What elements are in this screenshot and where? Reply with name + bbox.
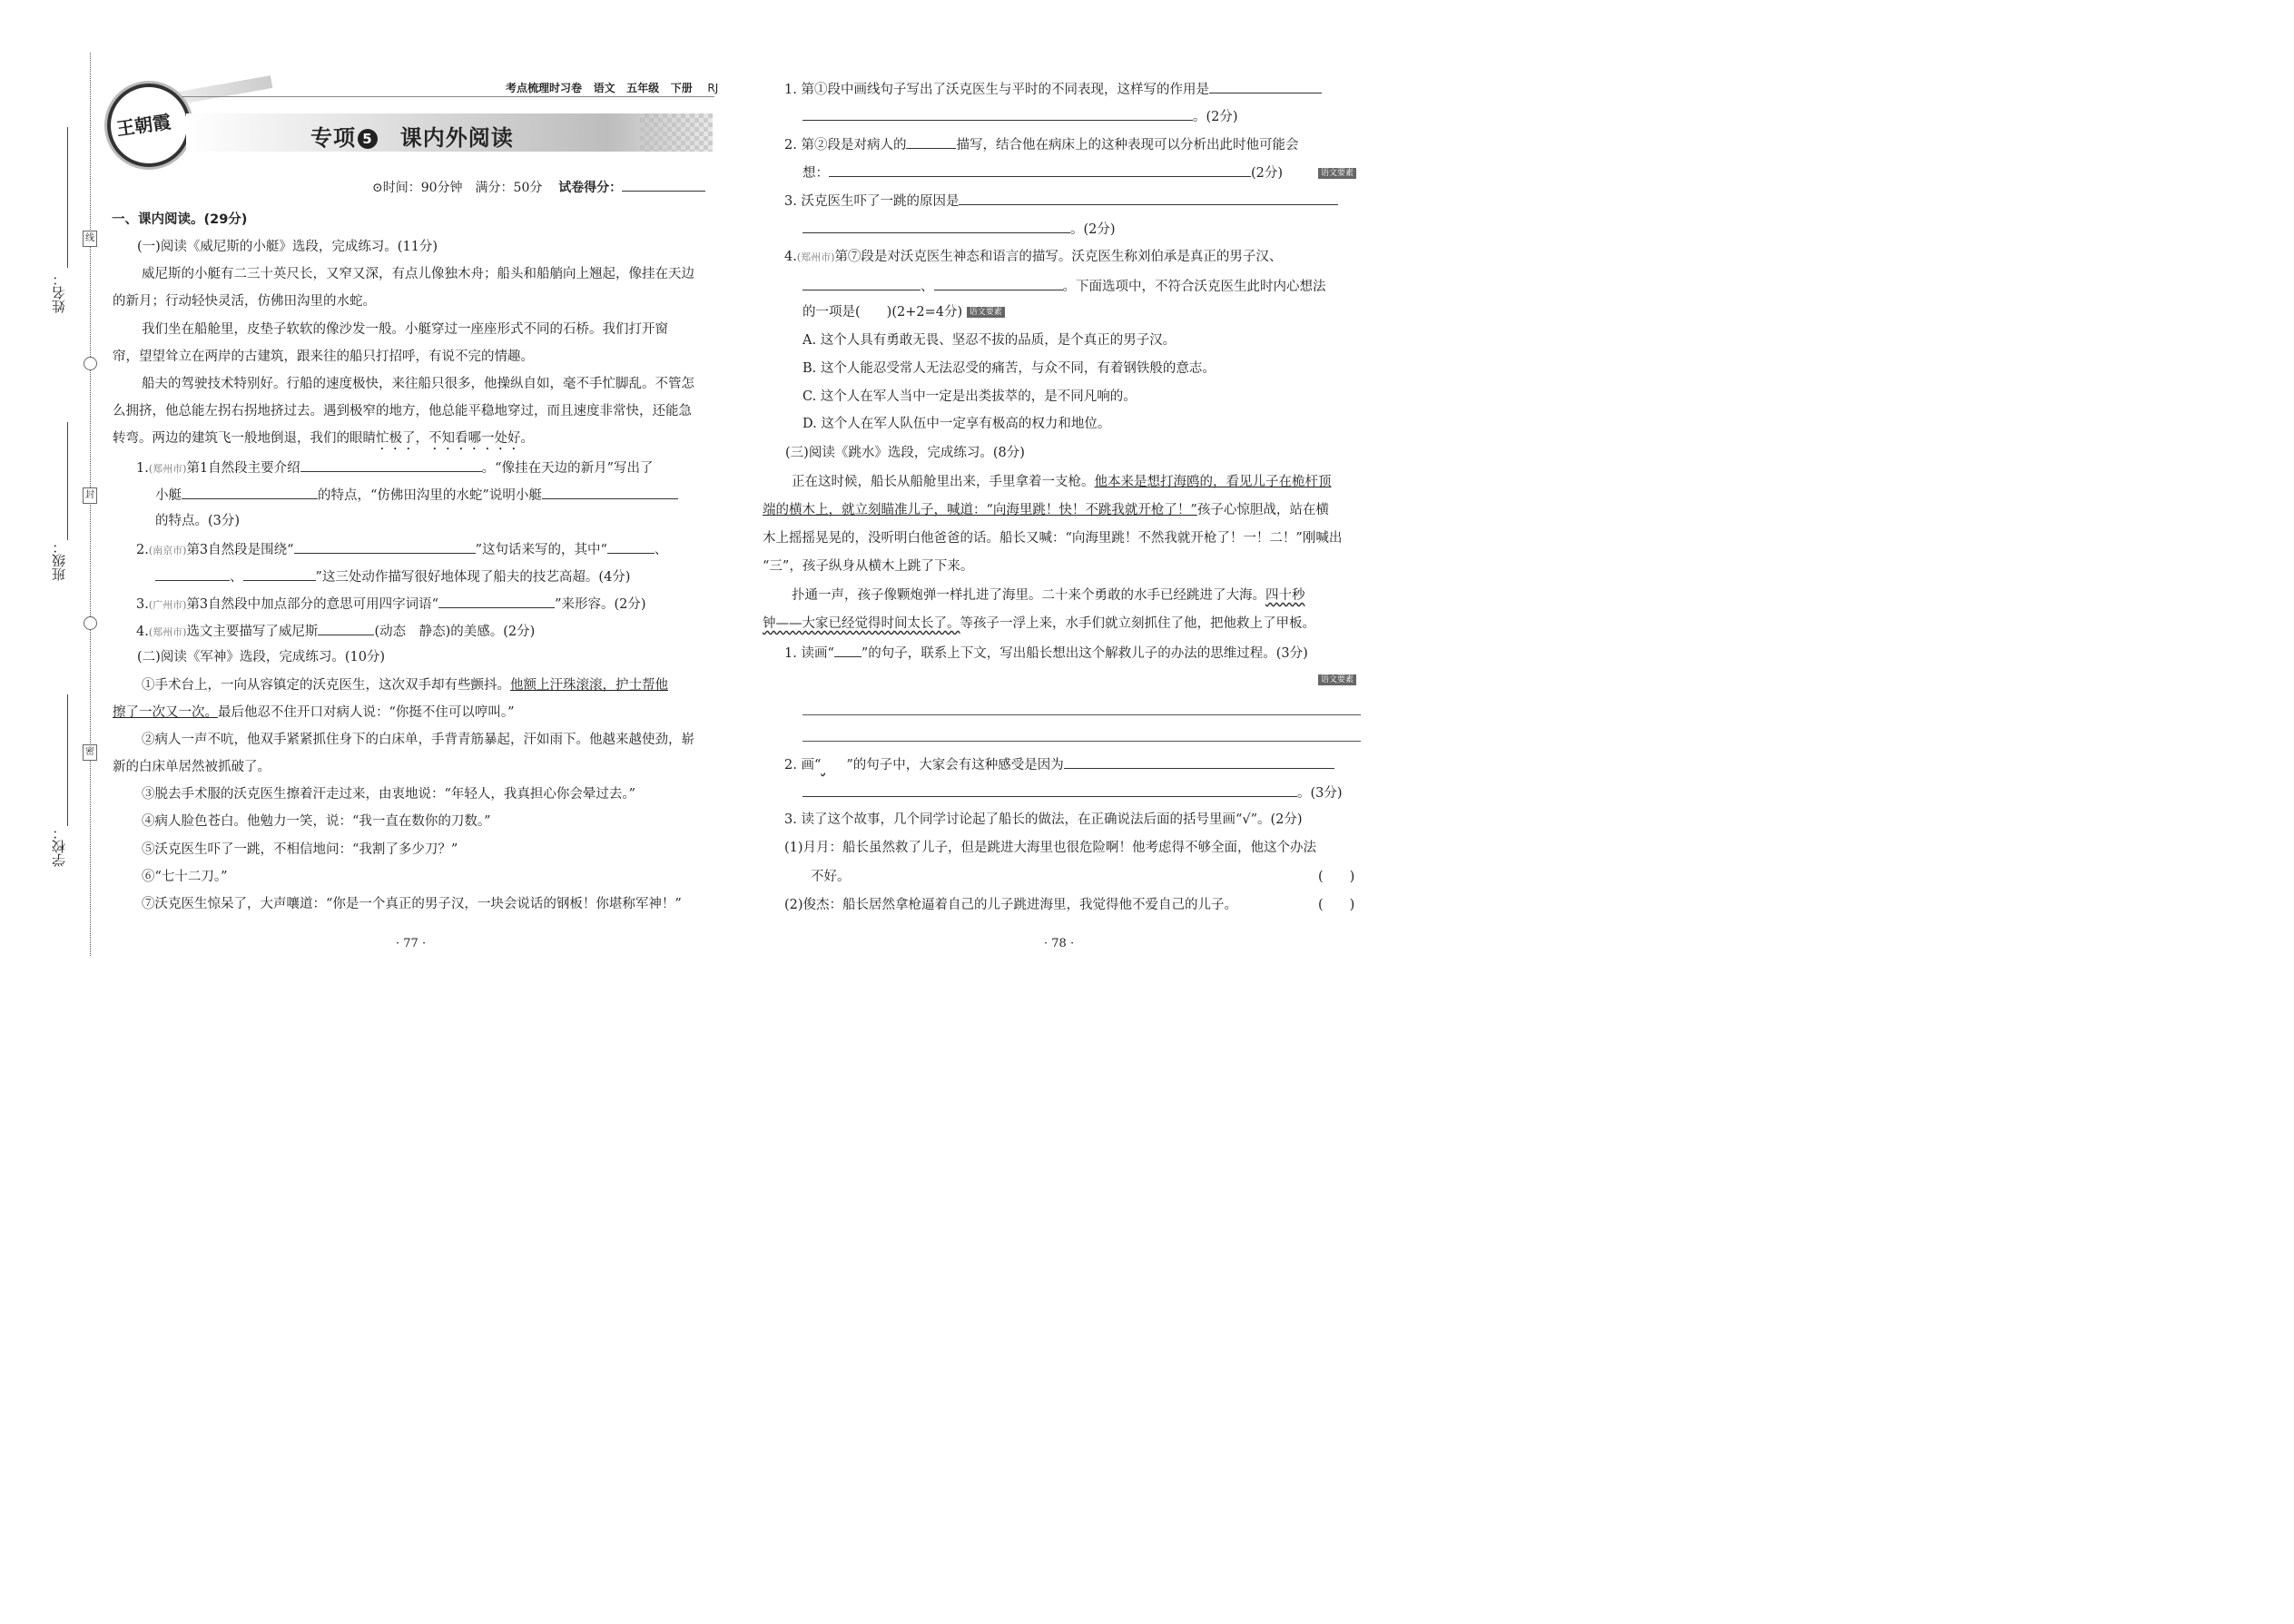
title-checker — [640, 113, 713, 152]
school-line[interactable] — [67, 694, 68, 826]
r-question-4-line-2: 、 。下面选项中，不符合沃克医生此时内心想法 — [802, 276, 1326, 296]
answer-blank[interactable] — [182, 485, 318, 499]
text-line: ⑥“七十二刀。” — [142, 870, 228, 884]
text-line: 正在这时候，船长从船舱里出来，手里拿着一支枪。他本来是想打海鸥的，看见儿子在桅杆顶 — [792, 475, 1332, 489]
dotted-phrase: 忙极了，不知看哪一处好 — [376, 431, 521, 446]
question-3: 3.(广州市)第3自然段中加点部分的意思可用四字词语“ ”来形容。(2分) — [136, 594, 646, 615]
answer-paren-2[interactable]: ( ) — [1318, 898, 1355, 912]
seal-char-feng: 封 — [83, 487, 97, 504]
text-line: ④病人脸色苍白。他勉力一笑，说：“我一直在数你的刀数。” — [142, 814, 491, 829]
underline-sample — [834, 643, 861, 657]
region-tag: (郑州市) — [148, 626, 187, 638]
question-4: 4.(郑州市)选文主要描写了威尼斯 (动态 静态)的美感。(2分) — [136, 621, 535, 642]
text-line: 转弯。两边的建筑飞一般地倒退，我们的眼睛忙极了，不知看哪一处好。 — [113, 431, 534, 446]
answer-blank[interactable] — [934, 276, 1063, 290]
seal-char-mi: 密 — [83, 744, 97, 761]
statement-1: (1)月月：船长虽然救了儿子，但是跳进大海里也很危险啊！他考虑得不够全面，他这个办法 — [784, 841, 1317, 855]
text-line: 端的横木上，就立刻瞄准儿子，喊道：“向海里跳！快！不跳我就开枪了！”孩子心惊胆战，站在横 — [763, 503, 1329, 517]
option-c[interactable]: C. 这个人在军人当中一定是出类拔萃的，是不同凡响的。 — [802, 389, 1137, 404]
r-question-3: 3. 沃克医生吓了一跳的原因是 — [784, 191, 1338, 211]
page-number-left: · 77 · — [396, 937, 427, 950]
name-line[interactable] — [67, 127, 68, 268]
answer-blank[interactable] — [243, 566, 316, 581]
class-label: 班级： — [51, 540, 67, 581]
answer-blank[interactable] — [300, 458, 482, 472]
r-question-2: 2. 第②段是对病人的 描写，结合他在病床上的这种表现可以分析出此时他可能会 — [784, 134, 1298, 154]
text-line: 威尼斯的小艇有二三十英尺长，又窄又深，有点儿像独木舟；船头和船艄向上翘起，像挂在天边 — [142, 267, 694, 281]
option-a[interactable]: A. 这个人具有勇敢无畏、坚忍不拔的品质，是个真正的男子汉。 — [802, 333, 1177, 348]
answer-blank[interactable] — [607, 539, 655, 554]
sub-question-2-line-2: 。(3分) — [802, 782, 1343, 802]
underlined-sentence: 端的横木上，就立刻瞄准儿子，喊道：“向海里跳！快！不跳我就开枪了！” — [763, 503, 1197, 517]
region-tag: (南京市) — [148, 545, 187, 556]
text-line: 么拥挤，他总能左拐右拐地挤过去。遇到极窄的地方，他总能平稳地穿过，而且速度非常快，还能急 — [113, 404, 692, 418]
text-line: 帘，望望耸立在两岸的古建筑，跟来往的船只打招呼，有说不完的情趣。 — [113, 349, 534, 364]
text-line: 钟——大家已经觉得时间太长了。等孩子一浮上来，水手们就立刻抓住了他，把他救上了甲板。 — [763, 616, 1315, 631]
name-label: 姓名： — [51, 272, 67, 313]
text-line: 我们坐在船舱里，皮垫子软软的像沙发一般。小艇穿过一座座形式不同的石桥。我们打开窗 — [142, 322, 668, 337]
answer-blank[interactable] — [829, 162, 1251, 177]
language-element-badge: 语文要素 — [967, 307, 1005, 318]
text-line: ②病人一声不吭，他双手紧紧抓住身下的白床单，手背青筋暴起，汗如雨下。他越来越使劲，崭 — [142, 733, 694, 747]
score-label: 试卷得分： — [558, 181, 623, 195]
title-number-badge: 5 — [358, 129, 378, 149]
answer-blank[interactable] — [294, 539, 476, 554]
sub-question-3: 3. 读了这个故事，几个同学讨论起了船长的做法，在正确说法后面的括号里画“√”。(2分) — [784, 812, 1303, 827]
question-1: 1.(郑州市)第1自然段主要介绍 。“像挂在天边的新月”写出了 — [136, 458, 654, 478]
text-line: ⑤沃克医生吓了一跳，不相信地问：“我割了多少刀？” — [142, 842, 458, 857]
r-question-4: 4.(郑州市)第⑦段是对沃克医生神态和语言的描写。沃克医生称刘伯承是真正的男子汉、 — [784, 250, 1283, 264]
language-element-badge: 语文要素 — [1318, 674, 1356, 685]
answer-blank[interactable] — [802, 106, 1193, 121]
sub-question-1: 1. 读画“ ”的句子，联系上下文，写出船长想出这个解救儿子的办法的思维过程。(3分) — [784, 643, 1308, 663]
answer-blank[interactable] — [155, 566, 230, 581]
answer-blank[interactable] — [318, 621, 374, 635]
text-line: ①手术台上，一向从容镇定的沃克医生，这次双手却有些颤抖。他额上汗珠滚滚，护士帮他 — [142, 678, 668, 693]
subject: 语文 — [593, 82, 615, 94]
seal-char-xian: 线 — [83, 231, 97, 247]
time-info: ⊙时间：90分钟 满分：50分 试卷得分： — [372, 177, 705, 196]
header-meta — [506, 80, 718, 95]
text-line: 扑通一声，孩子像颗炮弹一样扎进了海里。二十来个勇敢的水手已经跳进了大海。四十秒 — [792, 588, 1305, 603]
statement-2: (2)俊杰：船长居然拿枪逼着自己的儿子跳进海里，我觉得他不爱自己的儿子。 — [784, 898, 1238, 912]
part-1-title: (一)阅读《威尼斯的小艇》选段，完成练习。(11分) — [137, 240, 438, 254]
edition: RJ — [707, 82, 719, 94]
text-line: 木上摇摇晃晃的，没听明白他爸爸的话。船长又喊：“向海里跳！不然我就开枪了！一！二！”刚喊出 — [763, 531, 1343, 546]
text-line: ⑦沃克医生惊呆了，大声嚷道：“你是一个真正的男子汉，一块会说话的钢板！你堪称军神！” — [142, 897, 682, 911]
answer-blank[interactable] — [959, 191, 1338, 205]
wavy-sentence: 四十秒 — [1265, 588, 1305, 603]
question-2-line-2: 、 ”这三处动作描写很好地体现了船夫的技艺高超。(4分) — [155, 566, 630, 586]
wavy-sample — [821, 756, 846, 774]
underlined-sentence: 他本来是想打海鸥的，看见儿子在桅杆顶 — [1094, 475, 1332, 489]
r-question-4-line-3: 的一项是( )(2+2=4分) 语文要素 — [802, 303, 1005, 321]
part-2-title: (二)阅读《军神》选段，完成练习。(10分) — [137, 650, 386, 664]
answer-line[interactable] — [802, 741, 1361, 742]
score-field[interactable] — [622, 177, 705, 192]
region-tag: (郑州市) — [796, 251, 835, 263]
answer-blank[interactable] — [802, 276, 921, 290]
class-line[interactable] — [67, 422, 68, 540]
question-2: 2.(南京市)第3自然段是围绕“ ”这句话来写的，其中“ 、 — [136, 539, 667, 560]
volume: 下册 — [670, 82, 693, 94]
answer-paren-1[interactable]: ( ) — [1318, 870, 1355, 884]
binding-hole — [84, 357, 97, 370]
text-line: 船夫的驾驶技术特别好。行船的速度极快，来往船只很多，他操纵自如，毫不手忙脚乱。不管怎 — [142, 377, 694, 391]
series-name: 考点梳理时习卷 — [506, 82, 583, 94]
clock-icon: ⊙ — [372, 181, 383, 195]
grade: 五年级 — [626, 82, 660, 94]
r-question-1: 1. 第①段中画线句子写出了沃克医生与平时的不同表现，这样写的作用是 — [784, 79, 1322, 99]
underlined-sentence: 他额上汗珠滚滚，护士帮他 — [510, 678, 668, 693]
page-title: 专项 5 课内外阅读 — [310, 125, 514, 151]
part-3-title: (三)阅读《跳水》选段，完成练习。(8分) — [785, 446, 1025, 460]
answer-blank[interactable] — [542, 485, 678, 499]
answer-blank[interactable] — [802, 219, 1070, 233]
text-line: 擦了一次又一次。最后他忍不住开口对病人说：“你挺不住可以哼叫。” — [113, 705, 515, 720]
option-b[interactable]: B. 这个人能忍受常人无法忍受的痛苦，与众不同，有着钢铁般的意志。 — [802, 361, 1216, 376]
r-question-1-line-2: 。(2分) — [802, 106, 1238, 126]
logo-badge — [107, 84, 191, 167]
answer-blank[interactable] — [1209, 79, 1322, 94]
header-rule — [182, 96, 714, 97]
text-line: 的新月；行动轻快灵活，仿佛田沟里的水蛇。 — [113, 294, 376, 309]
option-d[interactable]: D. 这个人在军人队伍中一定享有极高的权力和地位。 — [802, 417, 1111, 431]
school-label: 学校： — [51, 826, 67, 867]
r-question-3-line-2: 。(2分) — [802, 219, 1116, 239]
text-line: 新的白床单居然被抓破了。 — [113, 760, 271, 774]
r-question-2-line-2: 想： (2分) — [802, 162, 1283, 182]
statement-1-line-2: 不好。 — [811, 870, 851, 884]
answer-blank[interactable] — [802, 782, 1297, 797]
answer-blank[interactable] — [438, 594, 555, 608]
region-tag: (郑州市) — [148, 463, 187, 475]
region-tag: (广州市) — [148, 599, 187, 611]
binding-hole — [84, 616, 97, 630]
page-number-right: · 78 · — [1044, 937, 1075, 950]
text-line: “三”，孩子纵身从横木上跳了下来。 — [763, 559, 974, 574]
wavy-sentence: 钟——大家已经觉得时间太长了。 — [763, 616, 960, 631]
underlined-sentence: 擦了一次又一次。 — [113, 705, 218, 720]
answer-line[interactable] — [802, 714, 1361, 715]
section-1-title: 一、课内阅读。(29分) — [112, 212, 248, 227]
question-1-line-2: 小艇 的特点，“仿佛田沟里的水蛇”说明小艇 — [155, 485, 678, 505]
answer-blank[interactable] — [1064, 754, 1334, 769]
text-line: ③脱去手术服的沃克医生擦着汗走过来，由衷地说：“年轻人，我真担心你会晕过去。” — [142, 787, 636, 802]
question-1-line-3: 的特点。(3分) — [155, 514, 241, 528]
logo-text: 王朝霞 — [114, 110, 172, 141]
language-element-badge: 语文要素 — [1318, 168, 1356, 179]
answer-blank[interactable] — [906, 134, 956, 149]
sub-question-2: 2. 画“ ”的句子中，大家会有这种感受是因为 — [784, 754, 1334, 774]
